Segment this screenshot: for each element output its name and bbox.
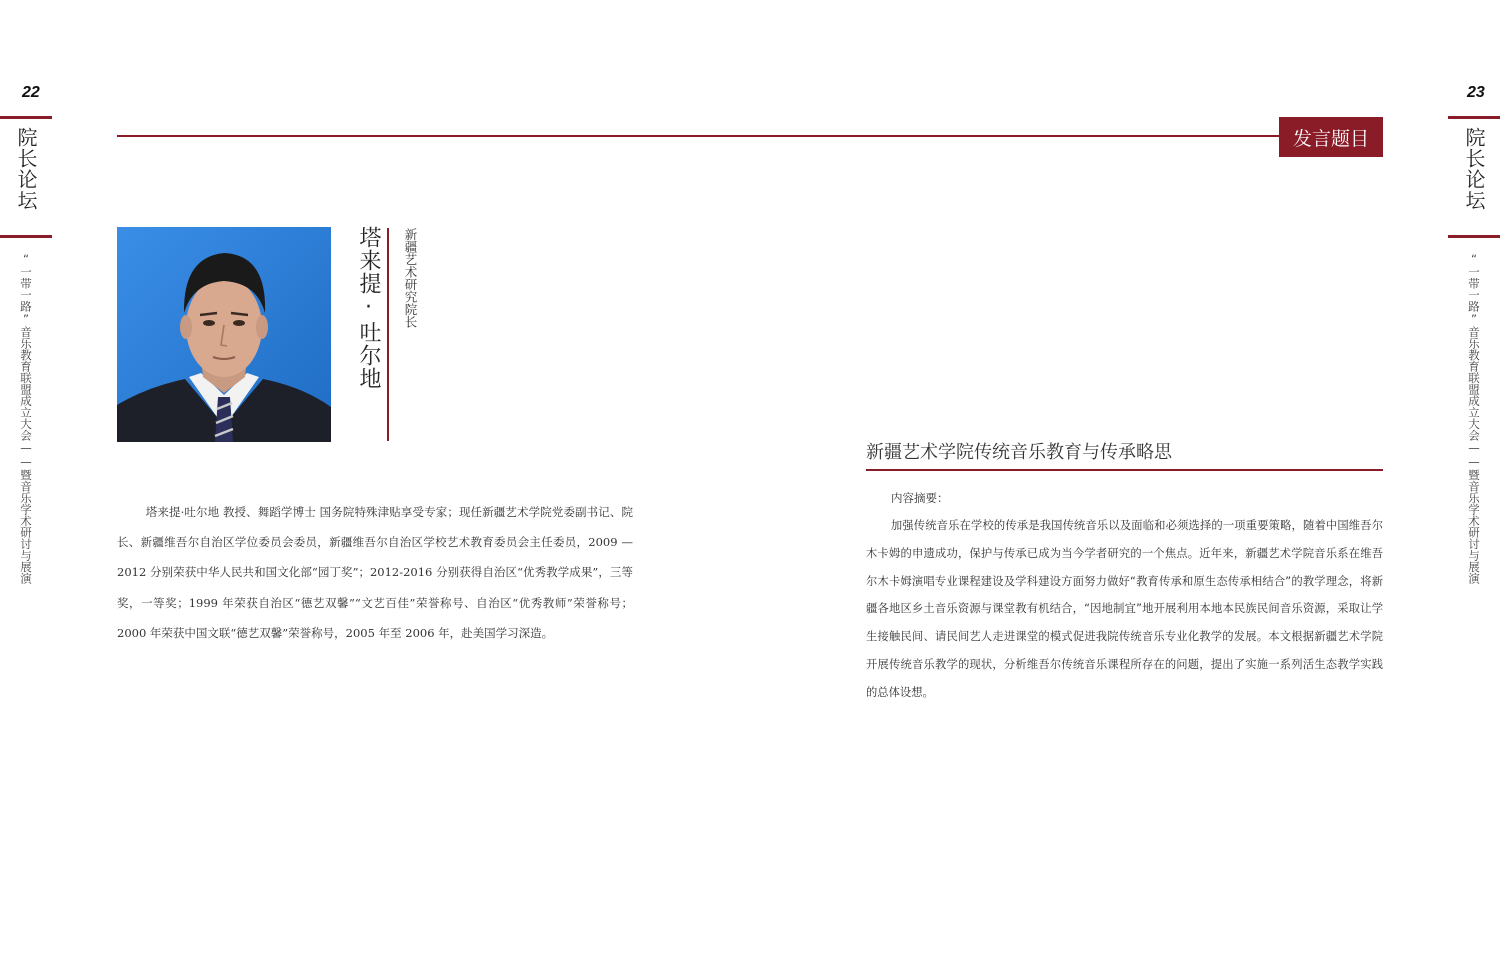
side-tab-event-name: “一带一路”音乐教育联盟成立大会——暨音乐学术研讨与展演 bbox=[19, 252, 33, 584]
name-divider bbox=[387, 228, 389, 441]
side-tab-bottom-bar bbox=[1448, 235, 1500, 238]
speaker-portrait bbox=[117, 227, 331, 442]
side-tab-bottom-bar bbox=[0, 235, 52, 238]
portrait-photo bbox=[117, 227, 331, 442]
header-rule bbox=[117, 135, 1283, 137]
abstract-label: 内容摘要： bbox=[891, 491, 949, 505]
abstract-text: 加强传统音乐在学校的传承是我国传统音乐以及面临和必须选择的一项重要策略，随着中国维吾尔木卡姆的申遗成功，保护与传承已成为当今学者研究的一个焦点。近年来，新疆艺术学院音乐系在维吾尔木卡姆演唱专业课程建设及学科建设方面努力做好“教育传承和原生态传承相结合”的教学理念，将新疆各地区乡土音乐资源与课堂教有机结合，“因地制宜”地开展利用本地本民族民间音乐资源，采取让学生接触民间、请民间艺人走进课堂的模式促进我院传统音乐专业化教学的发展。本文根据新疆艺术学院开展传统音乐教学的现状，分析维吾尔传统音乐课程所存在的问题，提出了实施一系列活生态教学实践的总体设想。 bbox=[866, 519, 1383, 699]
speaker-name: 塔来提·吐尔地 bbox=[356, 226, 381, 390]
side-tab-section-title: 院长论坛 bbox=[14, 127, 38, 211]
side-tab-section-title: 院长论坛 bbox=[1462, 127, 1486, 211]
side-tab-right bbox=[1448, 116, 1500, 584]
page-number-right: 23 bbox=[1467, 84, 1485, 101]
talk-title: 新疆艺术学院传统音乐教育与传承略思 bbox=[866, 442, 1172, 463]
side-tab-left bbox=[0, 116, 52, 584]
speaker-bio: 塔来提·吐尔地 教授、舞蹈学博士 国务院特殊津贴享受专家；现任新疆艺术学院党委副书记、院长、新疆维吾尔自治区学位委员会委员，新疆维吾尔自治区学校艺术教育委员会主任委员，2009 — 2012 分别荣获中华人民共和国文化部“园丁奖”；2012-2016 分别获得自治区“优秀教学成果”，三等奖，一等奖；1999 年荣获自治区“德艺双馨”“文艺百佳”荣誉称号、自治区“优秀教师”荣誉称号；2000 年荣获中国文联“德艺双馨”荣誉称号，2005 年至 2006 年，赴美国学习深造。 bbox=[117, 505, 633, 640]
speaker-title: 新疆艺术研究院长 bbox=[403, 228, 418, 328]
side-tab-event-name: “一带一路”音乐教育联盟成立大会——暨音乐学术研讨与展演 bbox=[1467, 252, 1481, 584]
topic-badge: 发言题目 bbox=[1279, 117, 1383, 157]
talk-title-rule bbox=[866, 469, 1383, 471]
side-tab-top-bar bbox=[0, 116, 52, 119]
page-number-left: 22 bbox=[22, 84, 40, 101]
side-tab-top-bar bbox=[1448, 116, 1500, 119]
